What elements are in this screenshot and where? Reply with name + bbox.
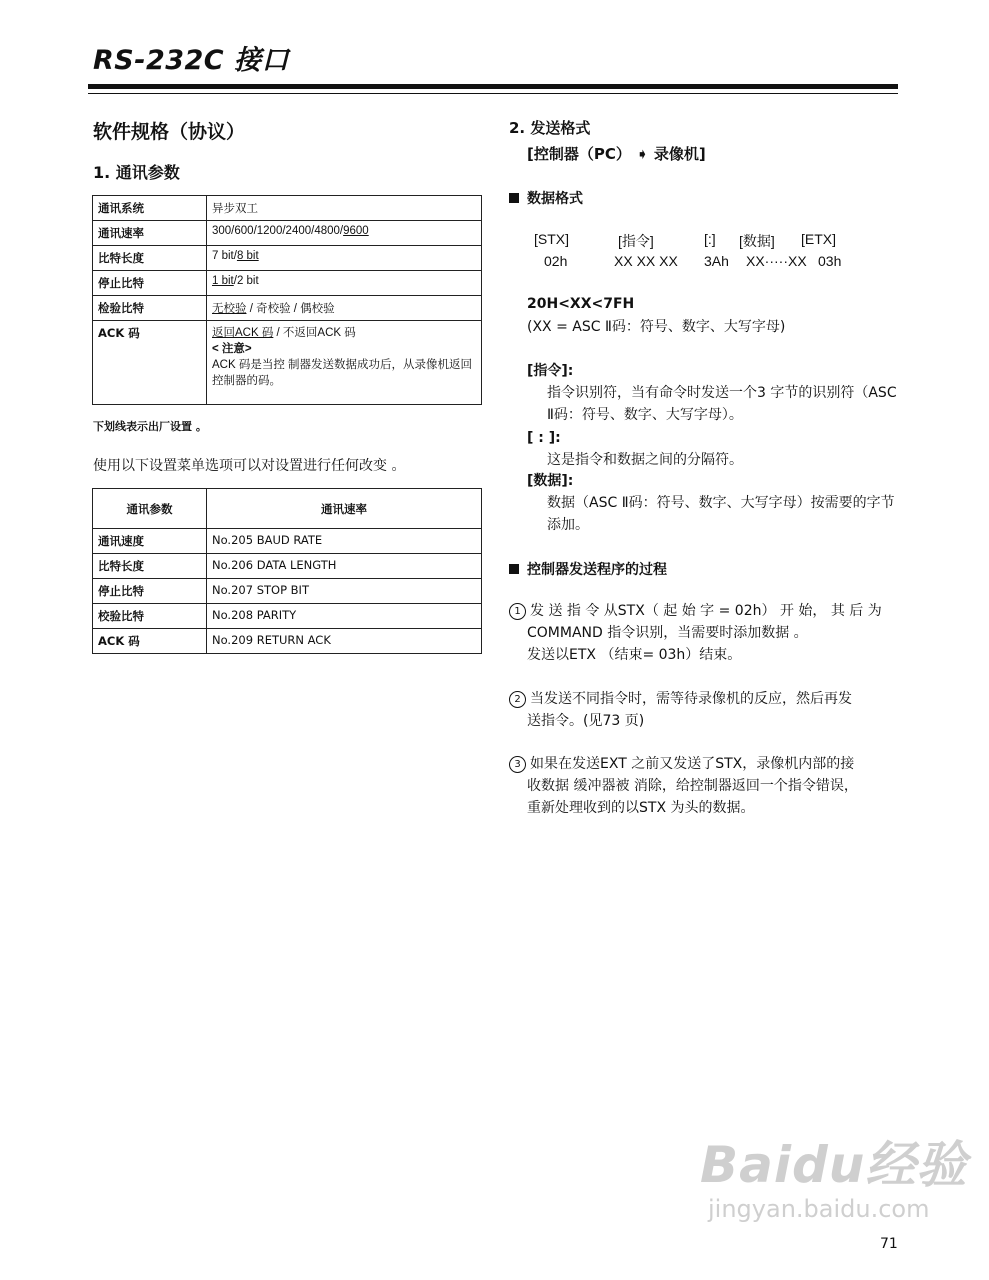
format-field: [数据] bbox=[739, 233, 775, 249]
menu-param-key: 通讯速度 bbox=[93, 529, 207, 554]
step-number: 3 bbox=[509, 756, 526, 773]
menu-param-key: 校验比特 bbox=[93, 604, 207, 629]
header-rule-thin bbox=[88, 93, 898, 94]
param-key: 检验比特 bbox=[93, 296, 207, 321]
procedure-step bbox=[509, 753, 854, 775]
column-header: 通讯参数 bbox=[93, 489, 207, 529]
format-value: XX XX XX bbox=[614, 253, 678, 269]
menu-param-key: 比特长度 bbox=[93, 554, 207, 579]
step-line: 收数据 缓冲器被 消除，给控制器返回一个指令错误， bbox=[527, 778, 858, 794]
factory-default-value: 返回ACK 码 bbox=[212, 327, 274, 339]
step-line: 重新处理收到的以STX 为头的数据。 bbox=[527, 800, 755, 816]
format-field: [ETX] bbox=[801, 231, 837, 247]
menu-item-value: No.207 STOP BIT bbox=[207, 579, 482, 604]
square-bullet-icon bbox=[509, 564, 519, 574]
watermark-url: jingyan.baidu.com bbox=[708, 1195, 930, 1223]
definition-text: 数据（ASC Ⅱ码：符号、数字、大写字母）按需要的字节添加。 bbox=[547, 495, 895, 533]
value-range-desc: (XX = ASC Ⅱ码：符号、数字、大写字母) bbox=[527, 319, 786, 335]
format-field: [STX] bbox=[534, 231, 570, 247]
param-value bbox=[207, 271, 482, 296]
step-line: 发送以ETX （结束= 03h）结束。 bbox=[527, 647, 742, 663]
param-value-text: /2 bit bbox=[233, 275, 259, 287]
table-row bbox=[93, 296, 482, 321]
setup-menu-table bbox=[92, 488, 482, 654]
note-label: < 注意> bbox=[212, 343, 252, 355]
procedure-heading bbox=[509, 559, 667, 579]
table-row bbox=[93, 196, 482, 221]
param-value bbox=[207, 321, 482, 405]
watermark-brand: Baidu经验 bbox=[700, 1136, 968, 1194]
format-value: 3Ah bbox=[704, 253, 729, 269]
subsection-title-comm-params: 1. 通讯参数 bbox=[93, 163, 180, 182]
table-row bbox=[93, 271, 482, 296]
param-key: 通讯系统 bbox=[93, 196, 207, 221]
step-line: 发 送 指 令 从STX（ 起 始 字 = 02h） 开 始， 其 后 为 bbox=[530, 603, 882, 619]
param-value-text: 7 bit/ bbox=[212, 250, 237, 262]
table-row bbox=[93, 246, 482, 271]
direction-line bbox=[527, 143, 706, 164]
step-number: 2 bbox=[509, 691, 526, 708]
step-number: 1 bbox=[509, 603, 526, 620]
param-value-text: / 奇校验 / 偶校验 bbox=[246, 303, 335, 315]
procedure-step bbox=[509, 688, 852, 710]
format-value: XX·····XX bbox=[746, 253, 807, 269]
table-row bbox=[93, 579, 482, 604]
value-range: 20H<XX<7FH bbox=[527, 296, 635, 312]
param-key: ACK 码 bbox=[93, 321, 207, 405]
param-value-text: / 不返回ACK 码 bbox=[273, 327, 356, 339]
format-field: [指令] bbox=[618, 233, 654, 249]
definition-label: [指令]: bbox=[527, 363, 574, 379]
format-fields-row bbox=[534, 231, 836, 251]
table-row bbox=[93, 554, 482, 579]
procedure-step bbox=[509, 600, 882, 622]
underline-note: 下划线表示出厂设置 。 bbox=[93, 420, 207, 433]
factory-default-value: 1 bit bbox=[212, 275, 234, 287]
table-row bbox=[93, 529, 482, 554]
direction-target: 录像机] bbox=[653, 145, 706, 163]
comm-params-table bbox=[92, 195, 482, 405]
procedure-title: 控制器发送程序的过程 bbox=[527, 562, 667, 578]
page-number: 71 bbox=[880, 1236, 898, 1252]
menu-item-value: No.206 DATA LENGTH bbox=[207, 554, 482, 579]
format-field: [:] bbox=[704, 231, 716, 247]
table-header-row bbox=[93, 489, 482, 529]
header-rule-thick bbox=[88, 84, 898, 89]
format-values-row bbox=[544, 253, 841, 269]
arrow-right-icon: ➧ bbox=[636, 145, 649, 163]
section-title-send-format: 2. 发送格式 bbox=[509, 119, 591, 137]
definition-text: 指令识别符，当有命令时发送一个3 字节的识别符（ASC Ⅱ码：符号、数字、大写字母）。 bbox=[547, 385, 897, 423]
section-title-software-spec: 软件规格（协议） bbox=[93, 121, 246, 143]
menu-item-value: No.208 PARITY bbox=[207, 604, 482, 629]
param-key: 停止比特 bbox=[93, 271, 207, 296]
step-line: 如果在发送EXT 之前又发送了STX，录像机内部的接 bbox=[530, 756, 855, 772]
definition-label: [数据]: bbox=[527, 473, 574, 489]
data-format-heading bbox=[509, 188, 583, 208]
format-value: 02h bbox=[544, 253, 568, 269]
menu-item-value: No.209 RETURN ACK bbox=[207, 629, 482, 654]
step-line: 送指令。(见73 页) bbox=[527, 713, 645, 729]
note-text: ACK 码是当控 制器发送数据成功后，从录像机返回控制器的码。 bbox=[212, 359, 473, 387]
page-title: RS-232C 接口 bbox=[93, 45, 290, 76]
table-row bbox=[93, 629, 482, 654]
param-value bbox=[207, 246, 482, 271]
menu-param-key: ACK 码 bbox=[93, 629, 207, 654]
param-key: 比特长度 bbox=[93, 246, 207, 271]
direction-source: [控制器（PC） bbox=[527, 145, 631, 163]
column-header: 通讯速率 bbox=[207, 489, 482, 529]
table-row bbox=[93, 604, 482, 629]
param-value bbox=[207, 221, 482, 246]
data-format-title: 数据格式 bbox=[527, 191, 583, 207]
menu-param-key: 停止比特 bbox=[93, 579, 207, 604]
param-value-text: 300/600/1200/2400/4800/ bbox=[212, 225, 344, 237]
menu-item-value: No.205 BAUD RATE bbox=[207, 529, 482, 554]
square-bullet-icon bbox=[509, 193, 519, 203]
step-line: COMMAND 指令识别，当需要时添加数据 。 bbox=[527, 625, 808, 641]
param-value: 异步双工 bbox=[207, 196, 482, 221]
definition-text: 这是指令和数据之间的分隔符。 bbox=[547, 452, 743, 468]
factory-default-value: 8 bit bbox=[236, 250, 259, 262]
param-key: 通讯速率 bbox=[93, 221, 207, 246]
table-row bbox=[93, 321, 482, 405]
factory-default-value: 9600 bbox=[343, 225, 369, 237]
param-value bbox=[207, 296, 482, 321]
format-value: 03h bbox=[818, 253, 842, 269]
menu-intro: 使用以下设置菜单选项可以对设置进行任何改变 。 bbox=[93, 458, 406, 474]
table-row bbox=[93, 221, 482, 246]
definition-label: [ : ]: bbox=[527, 430, 561, 446]
factory-default-value: 无校验 bbox=[212, 303, 247, 315]
step-line: 当发送不同指令时，需等待录像机的反应，然后再发 bbox=[530, 691, 852, 707]
